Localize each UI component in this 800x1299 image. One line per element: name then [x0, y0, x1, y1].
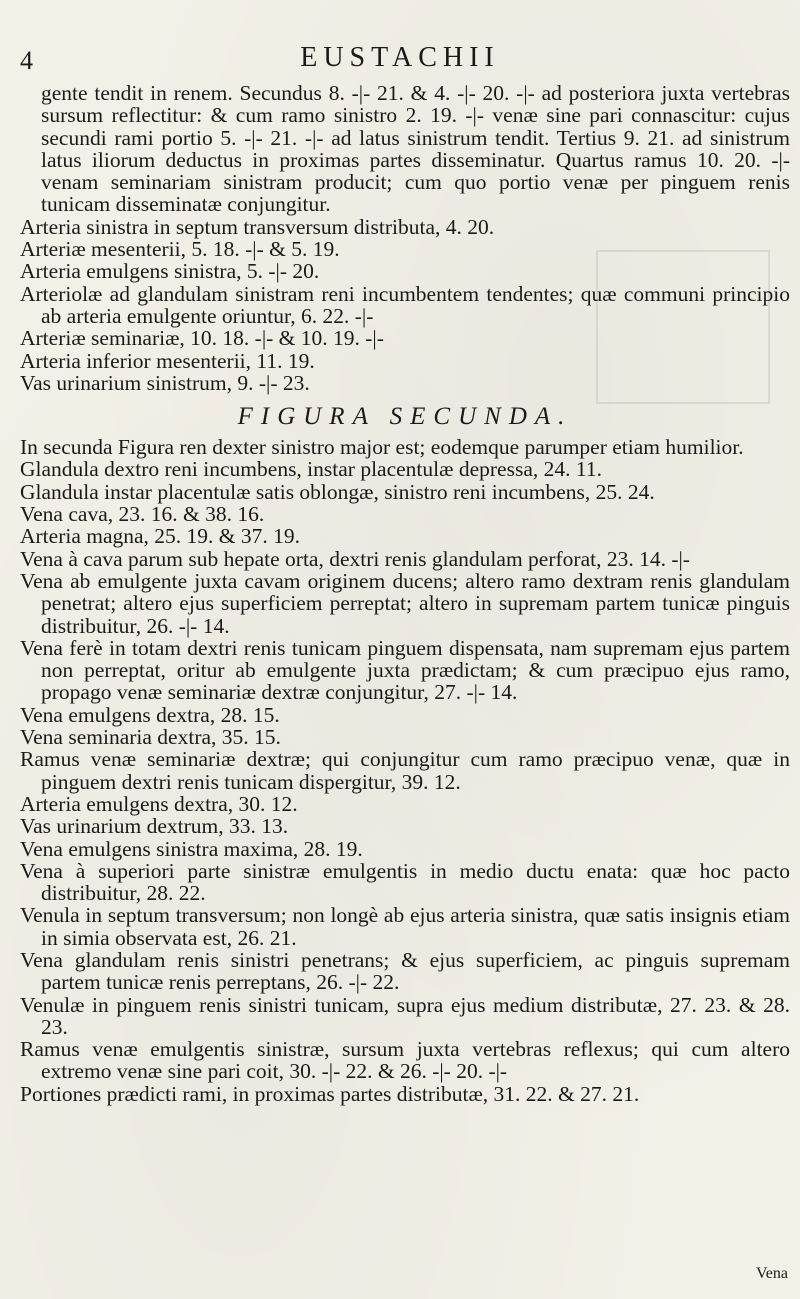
- legend-entry: Vena glandulam renis sinistri penetrans; & ejus superficiem, ac pinguis supremam partem tunicæ renis perreptans, 26. -|- 22.: [20, 947, 790, 995]
- legend-entry: Ramus venæ emulgentis sinistræ, sursum juxta vertebras reflexus; qui cum altero extremo venæ sine pari coit, 30. -|- 22. & 26. -|- 20. -|-: [20, 1037, 790, 1084]
- legend-entry: Arteria magna, 25. 19. & 37. 19.: [20, 524, 301, 549]
- legend-entry: Vena à cava parum sub hepate orta, dextri renis glandulam perforat, 23. 14. -|-: [20, 546, 690, 571]
- figure-two-legend: [20, 436, 790, 1105]
- legend-entry: Vena seminaria dextra, 35. 15.: [20, 725, 281, 750]
- legend-entry: Vas urinarium dextrum, 33. 13.: [20, 814, 289, 839]
- legend-entry: In secunda Figura ren dexter sinistro major est; eodemque parumper etiam humilior.: [20, 435, 744, 460]
- legend-entry: Vena ab emulgente juxta cavam originem ducens; altero ramo dextram renis glandulam penetrat; altero ejus superficiem perreptat; altero in supremam partem tunicæ pinguis distribuitur, 26. -|- 14.: [20, 568, 790, 638]
- page-number: 4: [20, 46, 33, 75]
- legend-entry: Arteria emulgens sinistra, 5. -|- 20.: [20, 259, 320, 284]
- legend-entry: Vena emulgens sinistra maxima, 28. 19.: [20, 836, 363, 861]
- legend-entry: Arteriæ mesenterii, 5. 18. -|- & 5. 19.: [20, 237, 340, 262]
- legend-entry: Vena emulgens dextra, 28. 15.: [20, 702, 280, 727]
- running-head: EUSTACHII: [300, 42, 500, 73]
- legend-entry: Arteriolæ ad glandulam sinistram reni incumbentem tendentes; quæ communi principio ab arteria emulgente oriuntur, 6. 22. -|-: [20, 281, 790, 328]
- catchword: Vena: [756, 1265, 788, 1282]
- legend-entry: Vena ferè in totam dextri renis tunicam pinguem dispensata, nam supremam ejus partem non perreptat, oritur ab emulgente juxta prædictam; & cum præcipuo ejus ramo, propago venæ seminariæ dextræ conjungitur, 27. -|- 14.: [20, 635, 790, 705]
- legend-entry: Arteria emulgens dextra, 30. 12.: [20, 791, 298, 816]
- legend-paragraph: gente tendit in renem. Secundus 8. -|- 21. & 4. -|- 20. -|- ad posteriora juxta vertebras sursum reflectitur: & cum ramo sinistro 2. 19. -|- venæ sine pari connascitur: cujus secundi rami portio 5. -|- 21. -|- ad latus sinistrum tendit. Tertius 9. 21. ad sinistrum latus iliorum deductus in proximas partes disseminatur. Quartus ramus 10. 20. -|- venam seminariam sinistram producit; cum quo portio venæ per pinguem renis tunicam disseminatæ conjungitur.: [41, 81, 790, 217]
- legend-entry: Vena cava, 23. 16. & 38. 16.: [20, 502, 265, 527]
- figure-title: FIGURA SECUNDA.: [237, 403, 573, 431]
- legend-entry: Vena à superiori parte sinistræ emulgentis in medio ductu enata: quæ hoc pacto distribuitur, 28. 22.: [20, 858, 790, 906]
- legend-entry: Venula in septum transversum; non longè ab ejus arteria sinistra, quæ satis insignis etiam in simia observata est, 26. 21.: [20, 903, 790, 950]
- legend-entry: Glandula dextro reni incumbens, instar placentulæ depressa, 24. 11.: [20, 457, 602, 482]
- legend-entry: Vas urinarium sinistrum, 9. -|- 23.: [20, 370, 310, 395]
- page-header: [0, 40, 800, 80]
- legend-entry: Arteria inferior mesenterii, 11. 19.: [20, 348, 315, 373]
- legend-entry: Arteria sinistra in septum transversum distributa, 4. 20.: [20, 214, 495, 239]
- legend-entry: Ramus venæ seminariæ dextræ; qui conjungitur cum ramo præcipuo venæ, quæ in pinguem dextri renis tunicam dispergitur, 39. 12.: [20, 747, 790, 794]
- figure-one-legend-continuation: [20, 82, 790, 394]
- main-text: [20, 82, 790, 1105]
- legend-entry: Glandula instar placentulæ satis oblongæ, sinistro reni incumbens, 25. 24.: [20, 479, 655, 504]
- legend-entry: Venulæ in pinguem renis sinistri tunicam, supra ejus medium distributæ, 27. 23. & 28. 23.: [20, 992, 790, 1039]
- legend-entry: Portiones prædicti rami, in proximas partes distributæ, 31. 22. & 27. 21.: [20, 1081, 640, 1106]
- legend-entry: Arteriæ seminariæ, 10. 18. -|- & 10. 19. -|-: [20, 326, 384, 351]
